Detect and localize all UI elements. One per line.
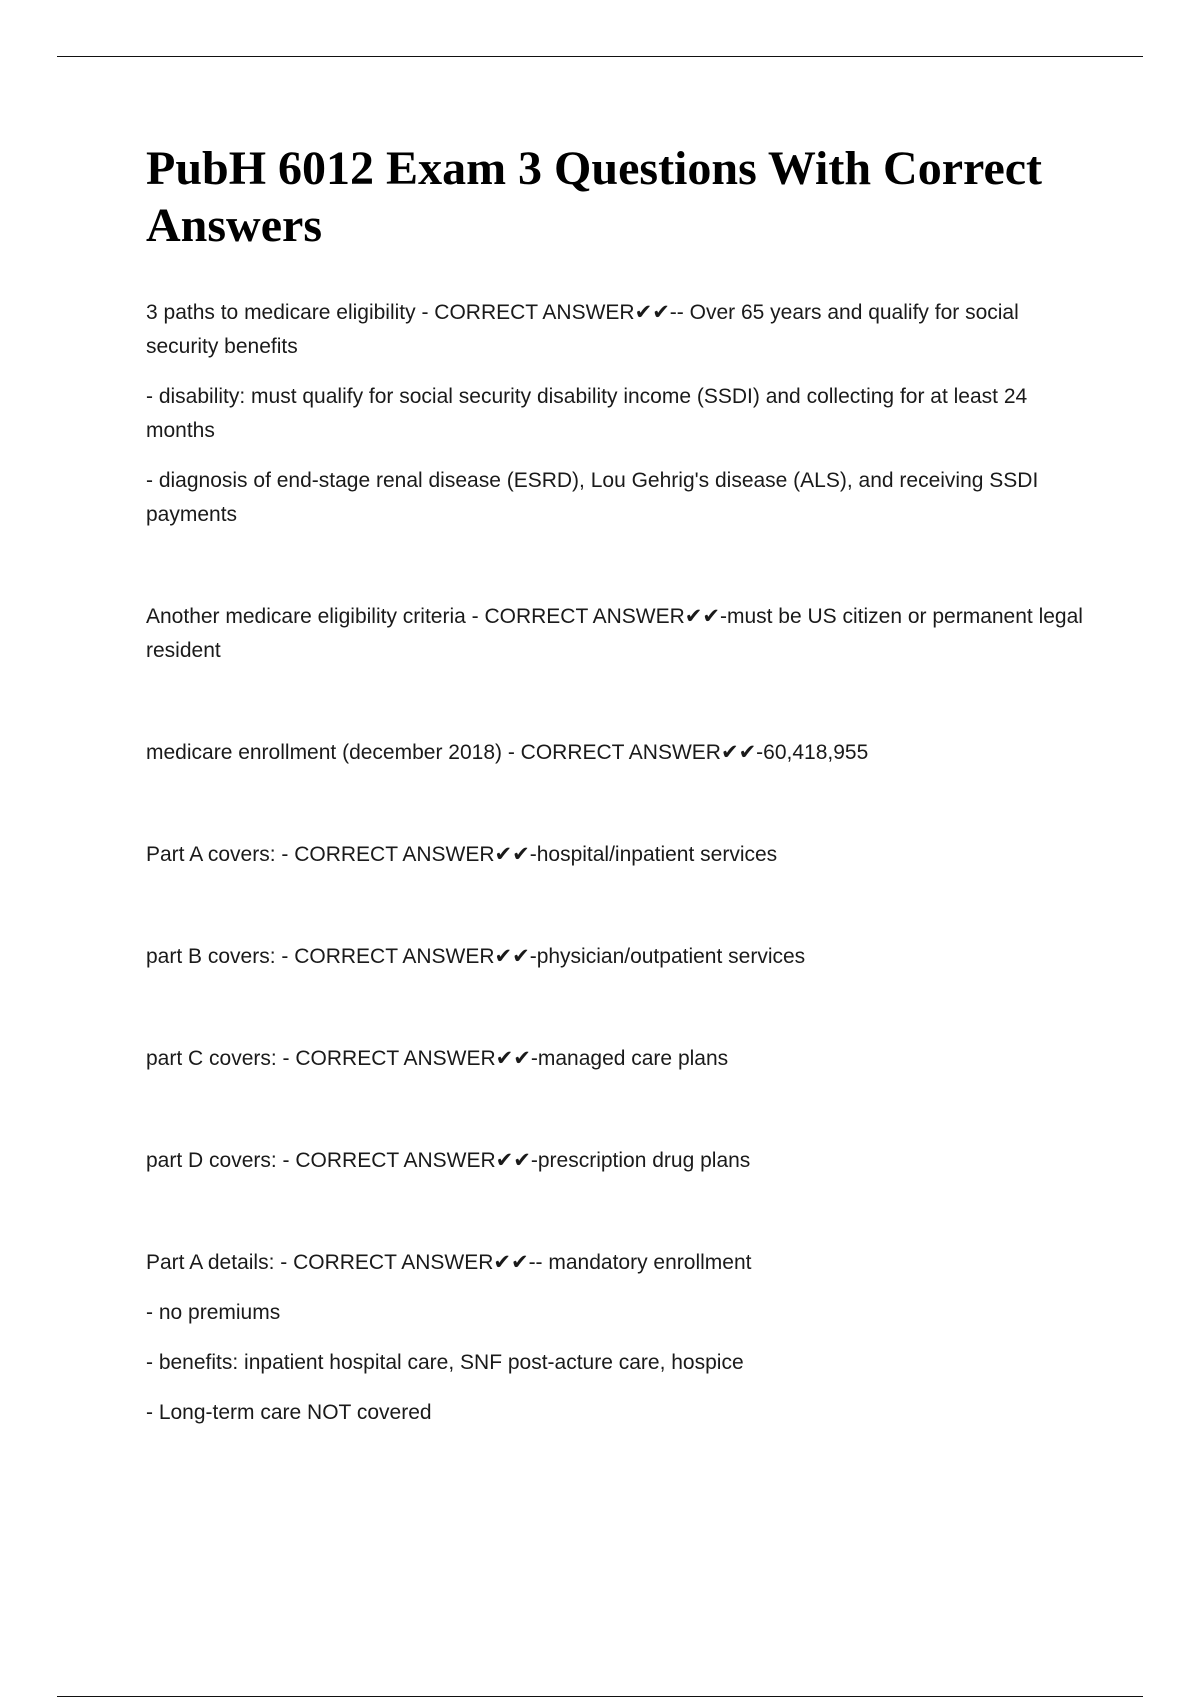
qa-line: 3 paths to medicare eligibility - CORRECT ANSWER✔✔-- Over 65 years and qualify for social security benefits <box>146 301 1019 358</box>
qa-line: part B covers: - CORRECT ANSWER✔✔-physician/outpatient services <box>146 945 806 968</box>
qa-line: - Long-term care NOT covered <box>146 1401 432 1424</box>
bottom-rule <box>57 1696 1143 1697</box>
top-rule <box>57 56 1143 57</box>
page-title: PubH 6012 Exam 3 Questions With Correct Answers <box>146 142 1043 252</box>
qa-line: part D covers: - CORRECT ANSWER✔✔-prescription drug plans <box>146 1149 751 1172</box>
qa-entry <box>146 736 1096 770</box>
qa-entry <box>146 940 1096 974</box>
qa-entry <box>146 296 1096 532</box>
qa-entry <box>146 1246 1096 1430</box>
qa-line: Part A covers: - CORRECT ANSWER✔✔-hospital/inpatient services <box>146 843 778 866</box>
qa-line: part C covers: - CORRECT ANSWER✔✔-managed care plans <box>146 1047 729 1070</box>
qa-entry <box>146 600 1096 668</box>
qa-line: - disability: must qualify for social security disability income (SSDI) and collecting for at least 24 months <box>146 385 1028 442</box>
qa-line: Another medicare eligibility criteria - CORRECT ANSWER✔✔-must be US citizen or permanent legal resident <box>146 605 1083 662</box>
qa-entry <box>146 1144 1096 1178</box>
qa-line: - no premiums <box>146 1301 281 1324</box>
qa-entry <box>146 838 1096 872</box>
qa-list <box>146 296 1096 1430</box>
qa-line: medicare enrollment (december 2018) - CORRECT ANSWER✔✔-60,418,955 <box>146 741 869 764</box>
qa-entry <box>146 1042 1096 1076</box>
qa-line: - diagnosis of end-stage renal disease (ESRD), Lou Gehrig's disease (ALS), and receiving SSDI payments <box>146 469 1039 526</box>
qa-line: - benefits: inpatient hospital care, SNF post-acture care, hospice <box>146 1351 744 1374</box>
document-body <box>146 140 1096 1446</box>
qa-line: Part A details: - CORRECT ANSWER✔✔-- mandatory enrollment <box>146 1251 752 1274</box>
